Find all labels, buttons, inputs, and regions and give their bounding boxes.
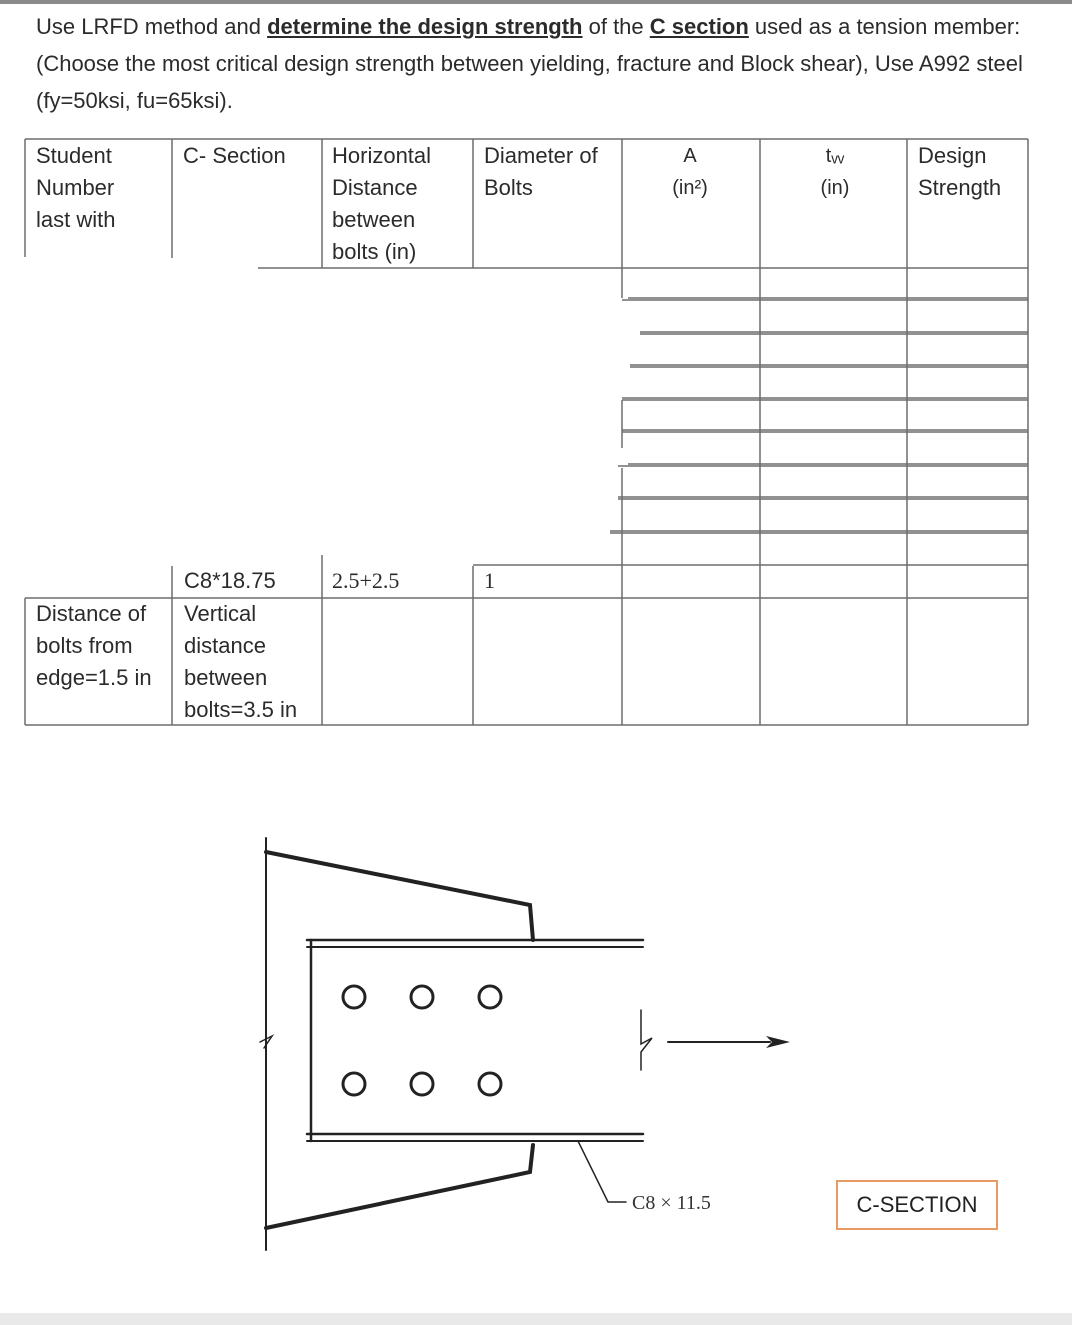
header-text: bolts (in): [332, 239, 417, 264]
note-text: bolts from: [36, 633, 133, 658]
header-bolt-diameter: [484, 140, 598, 204]
question-part-2: of the: [582, 14, 650, 39]
header-text: Student: [36, 143, 112, 168]
header-text: tᵥᵥ: [825, 145, 845, 167]
header-text: last with: [36, 207, 116, 232]
header-text: Distance: [332, 175, 418, 200]
gusset-bottom-edge: [266, 1145, 533, 1228]
bottom-divider: [0, 1313, 1072, 1325]
header-area: [640, 140, 740, 204]
question-part-3: used as a tension member: (Choose the most critical design strength between yielding, fracture and Block shear), Use A992 steel (fy=50ksi, fu=65ksi).: [36, 14, 1023, 113]
question-emphasis-c-section: C section: [649, 14, 749, 39]
header-text: Diameter of: [484, 143, 598, 168]
label-leader: [578, 1141, 626, 1202]
header-text: between: [332, 207, 416, 232]
note-text: between: [184, 665, 268, 690]
header-text: A: [683, 145, 697, 167]
note-text: edge=1.5 in: [36, 665, 152, 690]
bolt-hole: [479, 986, 501, 1008]
header-design-strength: [918, 140, 1001, 204]
cell-c-section-value: [184, 565, 276, 597]
question-emphasis-design-strength: determine the design strength: [267, 14, 583, 39]
bolt-hole: [411, 986, 433, 1008]
note-text: bolts=3.5 in: [184, 697, 298, 722]
header-text: (in): [820, 177, 850, 199]
header-text: C- Section: [183, 143, 286, 168]
question-part-1: Use LRFD method and: [36, 14, 268, 39]
cell-diameter-value: [484, 565, 495, 597]
gusset-top-edge: [266, 852, 533, 940]
header-text: Design: [918, 143, 987, 168]
header-text: Bolts: [484, 175, 533, 200]
cell-text: C8*18.75: [184, 568, 276, 593]
cell-horizontal-value: [332, 565, 399, 597]
bolt-hole: [411, 1073, 433, 1095]
bolted-connection-figure: [0, 760, 1072, 1320]
note-vertical-distance: [184, 598, 297, 726]
header-student-number: [36, 140, 115, 236]
header-c-section: [183, 140, 286, 172]
note-edge-distance: [36, 598, 152, 694]
header-horizontal-distance: [332, 140, 431, 268]
header-web-thickness: [785, 140, 885, 204]
bolt-hole: [343, 986, 365, 1008]
header-text: Horizontal: [332, 143, 432, 168]
cell-text: 1: [484, 568, 495, 593]
header-text: Strength: [918, 175, 1002, 200]
member-label: C8 × 11.5: [632, 1192, 711, 1214]
cell-text: 2.5+2.5: [332, 568, 400, 593]
bolt-hole: [479, 1073, 501, 1095]
c-section-badge: C-SECTION: [836, 1180, 998, 1230]
note-text: distance: [184, 633, 266, 658]
bolt-hole: [343, 1073, 365, 1095]
note-text: Distance of: [36, 601, 147, 626]
note-text: Vertical: [184, 601, 257, 626]
header-text: Number: [36, 175, 115, 200]
break-mark-right: [641, 1010, 652, 1070]
header-text: (in²): [672, 177, 708, 199]
